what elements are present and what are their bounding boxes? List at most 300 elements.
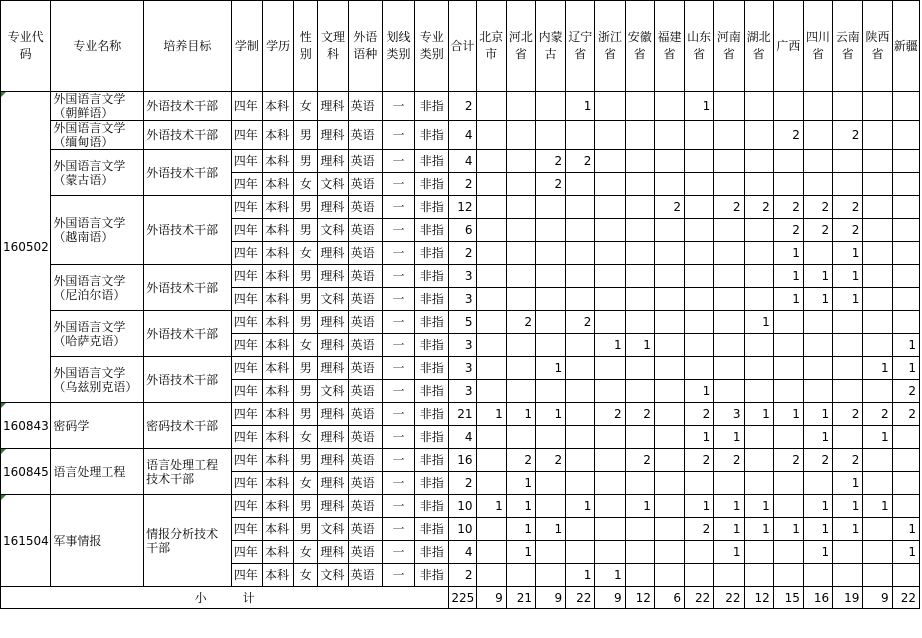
province-count-cell: 1 [892, 541, 919, 564]
province-count-cell [654, 121, 684, 150]
duration-cell: 四年 [231, 150, 262, 173]
province-count-cell [476, 219, 506, 242]
province-count-cell [625, 92, 654, 121]
duration-cell: 四年 [231, 196, 262, 219]
duration-cell: 四年 [231, 219, 262, 242]
province-count-cell: 1 [535, 403, 565, 426]
language-cell: 英语 [348, 449, 382, 472]
column-header: 专业名称 [51, 1, 144, 92]
province-count-cell: 1 [685, 92, 714, 121]
total-cell: 4 [449, 426, 476, 449]
province-count-cell [506, 219, 535, 242]
sex-cell: 男 [294, 380, 318, 403]
province-count-cell [506, 380, 535, 403]
major-type-cell: 非指 [415, 564, 449, 587]
line-category-cell: 一 [382, 242, 414, 265]
province-count-cell: 1 [833, 518, 863, 541]
major-code-cell: 161504 [1, 495, 51, 587]
province-count-cell: 1 [625, 334, 654, 357]
province-count-cell: 1 [506, 541, 535, 564]
column-header: 辽宁省 [566, 1, 595, 92]
duration-cell: 四年 [231, 495, 262, 518]
province-count-cell [744, 219, 773, 242]
province-count-cell: 1 [773, 288, 803, 311]
degree-cell: 本科 [262, 242, 293, 265]
province-count-cell [654, 495, 684, 518]
province-count-cell [892, 242, 919, 265]
province-count-cell: 1 [833, 472, 863, 495]
language-cell: 英语 [348, 150, 382, 173]
track-cell: 文科 [318, 518, 348, 541]
track-cell: 理科 [318, 403, 348, 426]
province-count-cell: 1 [566, 564, 595, 587]
subtotal-province-cell: 22 [892, 587, 919, 609]
total-cell: 2 [449, 92, 476, 121]
province-count-cell [803, 92, 832, 121]
language-cell: 英语 [348, 403, 382, 426]
training-goal-cell: 外语技术干部 [144, 121, 232, 150]
sex-cell: 男 [294, 288, 318, 311]
province-count-cell [773, 426, 803, 449]
province-count-cell [625, 311, 654, 334]
language-cell: 英语 [348, 219, 382, 242]
degree-cell: 本科 [262, 403, 293, 426]
duration-cell: 四年 [231, 380, 262, 403]
sex-cell: 男 [294, 403, 318, 426]
total-cell: 3 [449, 357, 476, 380]
province-count-cell [685, 472, 714, 495]
subtotal-province-cell: 9 [863, 587, 892, 609]
province-count-cell: 1 [685, 380, 714, 403]
degree-cell: 本科 [262, 426, 293, 449]
province-count-cell [714, 242, 744, 265]
province-count-cell [566, 449, 595, 472]
province-count-cell: 2 [863, 403, 892, 426]
sex-cell: 男 [294, 150, 318, 173]
degree-cell: 本科 [262, 150, 293, 173]
province-count-cell [566, 288, 595, 311]
province-count-cell: 2 [625, 449, 654, 472]
total-cell: 3 [449, 380, 476, 403]
province-count-cell: 2 [535, 173, 565, 196]
degree-cell: 本科 [262, 173, 293, 196]
province-count-cell [595, 541, 625, 564]
language-cell: 英语 [348, 173, 382, 196]
province-count-cell [685, 311, 714, 334]
training-goal-cell: 外语技术干部 [144, 357, 232, 403]
total-cell: 3 [449, 334, 476, 357]
major-type-cell: 非指 [415, 541, 449, 564]
province-count-cell: 2 [833, 449, 863, 472]
province-count-cell: 2 [803, 219, 832, 242]
degree-cell: 本科 [262, 288, 293, 311]
province-count-cell [625, 242, 654, 265]
province-count-cell [476, 92, 506, 121]
line-category-cell: 一 [382, 449, 414, 472]
province-count-cell: 1 [863, 426, 892, 449]
language-cell: 英语 [348, 541, 382, 564]
province-count-cell: 2 [803, 449, 832, 472]
province-count-cell: 1 [506, 403, 535, 426]
province-count-cell: 1 [892, 518, 919, 541]
track-cell: 文科 [318, 380, 348, 403]
training-goal-cell: 情报分析技术干部 [144, 495, 232, 587]
province-count-cell: 1 [803, 495, 832, 518]
language-cell: 英语 [348, 196, 382, 219]
duration-cell: 四年 [231, 564, 262, 587]
province-count-cell [863, 472, 892, 495]
province-count-cell [892, 426, 919, 449]
province-count-cell [595, 288, 625, 311]
province-count-cell [744, 242, 773, 265]
sex-cell: 男 [294, 449, 318, 472]
province-count-cell [654, 449, 684, 472]
province-count-cell [863, 173, 892, 196]
line-category-cell: 一 [382, 196, 414, 219]
province-count-cell [803, 472, 832, 495]
column-header: 河南省 [714, 1, 744, 92]
language-cell: 英语 [348, 311, 382, 334]
table-row [1, 196, 920, 219]
province-count-cell [833, 357, 863, 380]
major-type-cell: 非指 [415, 518, 449, 541]
major-type-cell: 非指 [415, 403, 449, 426]
language-cell: 英语 [348, 288, 382, 311]
table-row [1, 265, 920, 288]
province-count-cell [566, 196, 595, 219]
province-count-cell [566, 472, 595, 495]
major-type-cell: 非指 [415, 380, 449, 403]
sex-cell: 男 [294, 265, 318, 288]
province-count-cell [535, 92, 565, 121]
subtotal-province-cell: 9 [535, 587, 565, 609]
province-count-cell [803, 150, 832, 173]
major-type-cell: 非指 [415, 150, 449, 173]
province-count-cell [863, 196, 892, 219]
subtotal-label: 小 计 [1, 587, 449, 609]
total-cell: 16 [449, 449, 476, 472]
province-count-cell [535, 380, 565, 403]
province-count-cell: 1 [803, 426, 832, 449]
track-cell: 理科 [318, 541, 348, 564]
column-header: 学历 [262, 1, 293, 92]
track-cell: 理科 [318, 449, 348, 472]
subtotal-total-cell: 225 [449, 587, 476, 609]
subtotal-province-cell: 16 [803, 587, 832, 609]
province-count-cell [595, 265, 625, 288]
province-count-cell [803, 564, 832, 587]
province-count-cell [833, 334, 863, 357]
province-count-cell: 1 [773, 265, 803, 288]
province-count-cell: 2 [773, 219, 803, 242]
province-count-cell: 2 [803, 196, 832, 219]
province-count-cell [773, 472, 803, 495]
major-type-cell: 非指 [415, 242, 449, 265]
province-count-cell [476, 472, 506, 495]
province-count-cell [744, 449, 773, 472]
province-count-cell [566, 121, 595, 150]
province-count-cell [654, 265, 684, 288]
province-count-cell [892, 472, 919, 495]
province-count-cell [892, 121, 919, 150]
province-count-cell [685, 219, 714, 242]
subtotal-province-cell: 19 [833, 587, 863, 609]
province-count-cell [685, 541, 714, 564]
major-name-cell: 外国语言文学（尼泊尔语） [51, 265, 144, 311]
language-cell: 英语 [348, 564, 382, 587]
province-count-cell [773, 150, 803, 173]
province-count-cell [803, 311, 832, 334]
province-count-cell [654, 219, 684, 242]
column-header: 培养目标 [144, 1, 232, 92]
major-code-cell: 160502 [1, 92, 51, 403]
degree-cell: 本科 [262, 380, 293, 403]
major-type-cell: 非指 [415, 472, 449, 495]
province-count-cell [535, 288, 565, 311]
training-goal-cell: 语言处理工程技术干部 [144, 449, 232, 495]
province-count-cell [833, 426, 863, 449]
sex-cell: 女 [294, 541, 318, 564]
subtotal-province-cell: 21 [506, 587, 535, 609]
province-count-cell [863, 564, 892, 587]
province-count-cell [714, 121, 744, 150]
province-count-cell: 1 [685, 426, 714, 449]
duration-cell: 四年 [231, 242, 262, 265]
major-name-cell: 密码学 [51, 403, 144, 449]
province-count-cell [566, 426, 595, 449]
sex-cell: 女 [294, 334, 318, 357]
line-category-cell: 一 [382, 403, 414, 426]
province-count-cell [595, 380, 625, 403]
province-count-cell: 1 [535, 518, 565, 541]
province-count-cell: 2 [833, 121, 863, 150]
province-count-cell: 2 [714, 196, 744, 219]
subtotal-province-cell: 9 [476, 587, 506, 609]
major-name-cell: 外国语言文学（蒙古语） [51, 150, 144, 196]
total-cell: 6 [449, 219, 476, 242]
column-header: 山东省 [685, 1, 714, 92]
total-cell: 10 [449, 495, 476, 518]
province-count-cell [476, 311, 506, 334]
province-count-cell: 1 [506, 495, 535, 518]
province-count-cell [625, 564, 654, 587]
line-category-cell: 一 [382, 219, 414, 242]
province-count-cell [863, 334, 892, 357]
column-header: 安徽省 [625, 1, 654, 92]
province-count-cell [595, 472, 625, 495]
province-count-cell [535, 196, 565, 219]
duration-cell: 四年 [231, 173, 262, 196]
province-count-cell [833, 541, 863, 564]
line-category-cell: 一 [382, 334, 414, 357]
province-count-cell [654, 334, 684, 357]
province-count-cell [654, 518, 684, 541]
province-count-cell [476, 380, 506, 403]
province-count-cell [803, 242, 832, 265]
province-count-cell [892, 219, 919, 242]
line-category-cell: 一 [382, 564, 414, 587]
province-count-cell: 2 [714, 449, 744, 472]
sex-cell: 男 [294, 357, 318, 380]
province-count-cell [803, 121, 832, 150]
line-category-cell: 一 [382, 288, 414, 311]
province-count-cell [535, 541, 565, 564]
training-goal-cell: 外语技术干部 [144, 196, 232, 265]
line-category-cell: 一 [382, 173, 414, 196]
province-count-cell: 1 [773, 242, 803, 265]
province-count-cell: 1 [566, 495, 595, 518]
language-cell: 英语 [348, 426, 382, 449]
province-count-cell [863, 150, 892, 173]
province-count-cell [654, 472, 684, 495]
column-header: 专业类别 [415, 1, 449, 92]
province-count-cell: 2 [654, 196, 684, 219]
province-count-cell: 1 [476, 495, 506, 518]
province-count-cell [714, 265, 744, 288]
province-count-cell [535, 311, 565, 334]
major-type-cell: 非指 [415, 265, 449, 288]
province-count-cell: 2 [773, 196, 803, 219]
province-count-cell [714, 472, 744, 495]
track-cell: 理科 [318, 357, 348, 380]
province-count-cell [863, 311, 892, 334]
track-cell: 理科 [318, 150, 348, 173]
province-count-cell [595, 357, 625, 380]
province-count-cell [566, 357, 595, 380]
province-count-cell [625, 219, 654, 242]
province-count-cell: 1 [625, 495, 654, 518]
province-count-cell [654, 541, 684, 564]
province-count-cell [863, 288, 892, 311]
province-count-cell: 1 [566, 92, 595, 121]
sex-cell: 男 [294, 311, 318, 334]
duration-cell: 四年 [231, 92, 262, 121]
column-header: 合计 [449, 1, 476, 92]
track-cell: 理科 [318, 426, 348, 449]
province-count-cell [566, 265, 595, 288]
major-type-cell: 非指 [415, 334, 449, 357]
province-count-cell [892, 196, 919, 219]
column-header: 文理科 [318, 1, 348, 92]
column-header: 划线类别 [382, 1, 414, 92]
province-count-cell [476, 196, 506, 219]
column-header: 性别 [294, 1, 318, 92]
province-count-cell [744, 92, 773, 121]
province-count-cell [625, 426, 654, 449]
province-count-cell: 1 [506, 518, 535, 541]
column-header: 福建省 [654, 1, 684, 92]
province-count-cell: 2 [833, 219, 863, 242]
province-count-cell [535, 426, 565, 449]
line-category-cell: 一 [382, 311, 414, 334]
province-count-cell [863, 265, 892, 288]
table-row [1, 495, 920, 518]
province-count-cell [535, 121, 565, 150]
province-count-cell: 1 [744, 495, 773, 518]
province-count-cell: 1 [535, 357, 565, 380]
major-type-cell: 非指 [415, 173, 449, 196]
line-category-cell: 一 [382, 265, 414, 288]
training-goal-cell: 外语技术干部 [144, 311, 232, 357]
province-count-cell [714, 357, 744, 380]
province-count-cell: 2 [625, 403, 654, 426]
province-count-cell [714, 380, 744, 403]
province-count-cell: 1 [744, 403, 773, 426]
province-count-cell [892, 150, 919, 173]
language-cell: 英语 [348, 121, 382, 150]
column-header: 陕西省 [863, 1, 892, 92]
degree-cell: 本科 [262, 92, 293, 121]
province-count-cell [625, 150, 654, 173]
province-count-cell [803, 380, 832, 403]
province-count-cell [654, 357, 684, 380]
province-count-cell [744, 472, 773, 495]
province-count-cell [595, 518, 625, 541]
province-count-cell [773, 357, 803, 380]
province-count-cell [773, 311, 803, 334]
line-category-cell: 一 [382, 541, 414, 564]
province-count-cell [595, 242, 625, 265]
province-count-cell [595, 495, 625, 518]
major-type-cell: 非指 [415, 92, 449, 121]
track-cell: 理科 [318, 334, 348, 357]
training-goal-cell: 外语技术干部 [144, 265, 232, 311]
province-count-cell [566, 541, 595, 564]
language-cell: 英语 [348, 242, 382, 265]
province-count-cell [892, 265, 919, 288]
province-count-cell [506, 196, 535, 219]
degree-cell: 本科 [262, 357, 293, 380]
table-row [1, 357, 920, 380]
degree-cell: 本科 [262, 121, 293, 150]
province-count-cell: 1 [476, 403, 506, 426]
column-header: 云南省 [833, 1, 863, 92]
province-count-cell: 1 [863, 495, 892, 518]
duration-cell: 四年 [231, 311, 262, 334]
province-count-cell [773, 541, 803, 564]
province-count-cell [506, 288, 535, 311]
duration-cell: 四年 [231, 121, 262, 150]
province-count-cell [476, 564, 506, 587]
province-count-cell [566, 403, 595, 426]
province-count-cell [625, 357, 654, 380]
line-category-cell: 一 [382, 357, 414, 380]
column-header: 湖北省 [744, 1, 773, 92]
degree-cell: 本科 [262, 265, 293, 288]
training-goal-cell: 外语技术干部 [144, 92, 232, 121]
province-count-cell [476, 173, 506, 196]
total-cell: 3 [449, 288, 476, 311]
province-count-cell: 2 [833, 196, 863, 219]
table-row [1, 403, 920, 426]
province-count-cell [595, 121, 625, 150]
province-count-cell [714, 334, 744, 357]
province-count-cell [566, 380, 595, 403]
major-type-cell: 非指 [415, 219, 449, 242]
province-count-cell [863, 541, 892, 564]
province-count-cell [833, 150, 863, 173]
province-count-cell [685, 564, 714, 587]
training-goal-cell: 外语技术干部 [144, 150, 232, 196]
province-count-cell [506, 334, 535, 357]
total-cell: 4 [449, 121, 476, 150]
province-count-cell: 1 [773, 518, 803, 541]
province-count-cell: 1 [714, 426, 744, 449]
province-count-cell: 1 [803, 265, 832, 288]
province-count-cell [773, 92, 803, 121]
table-row [1, 121, 920, 150]
sex-cell: 女 [294, 426, 318, 449]
